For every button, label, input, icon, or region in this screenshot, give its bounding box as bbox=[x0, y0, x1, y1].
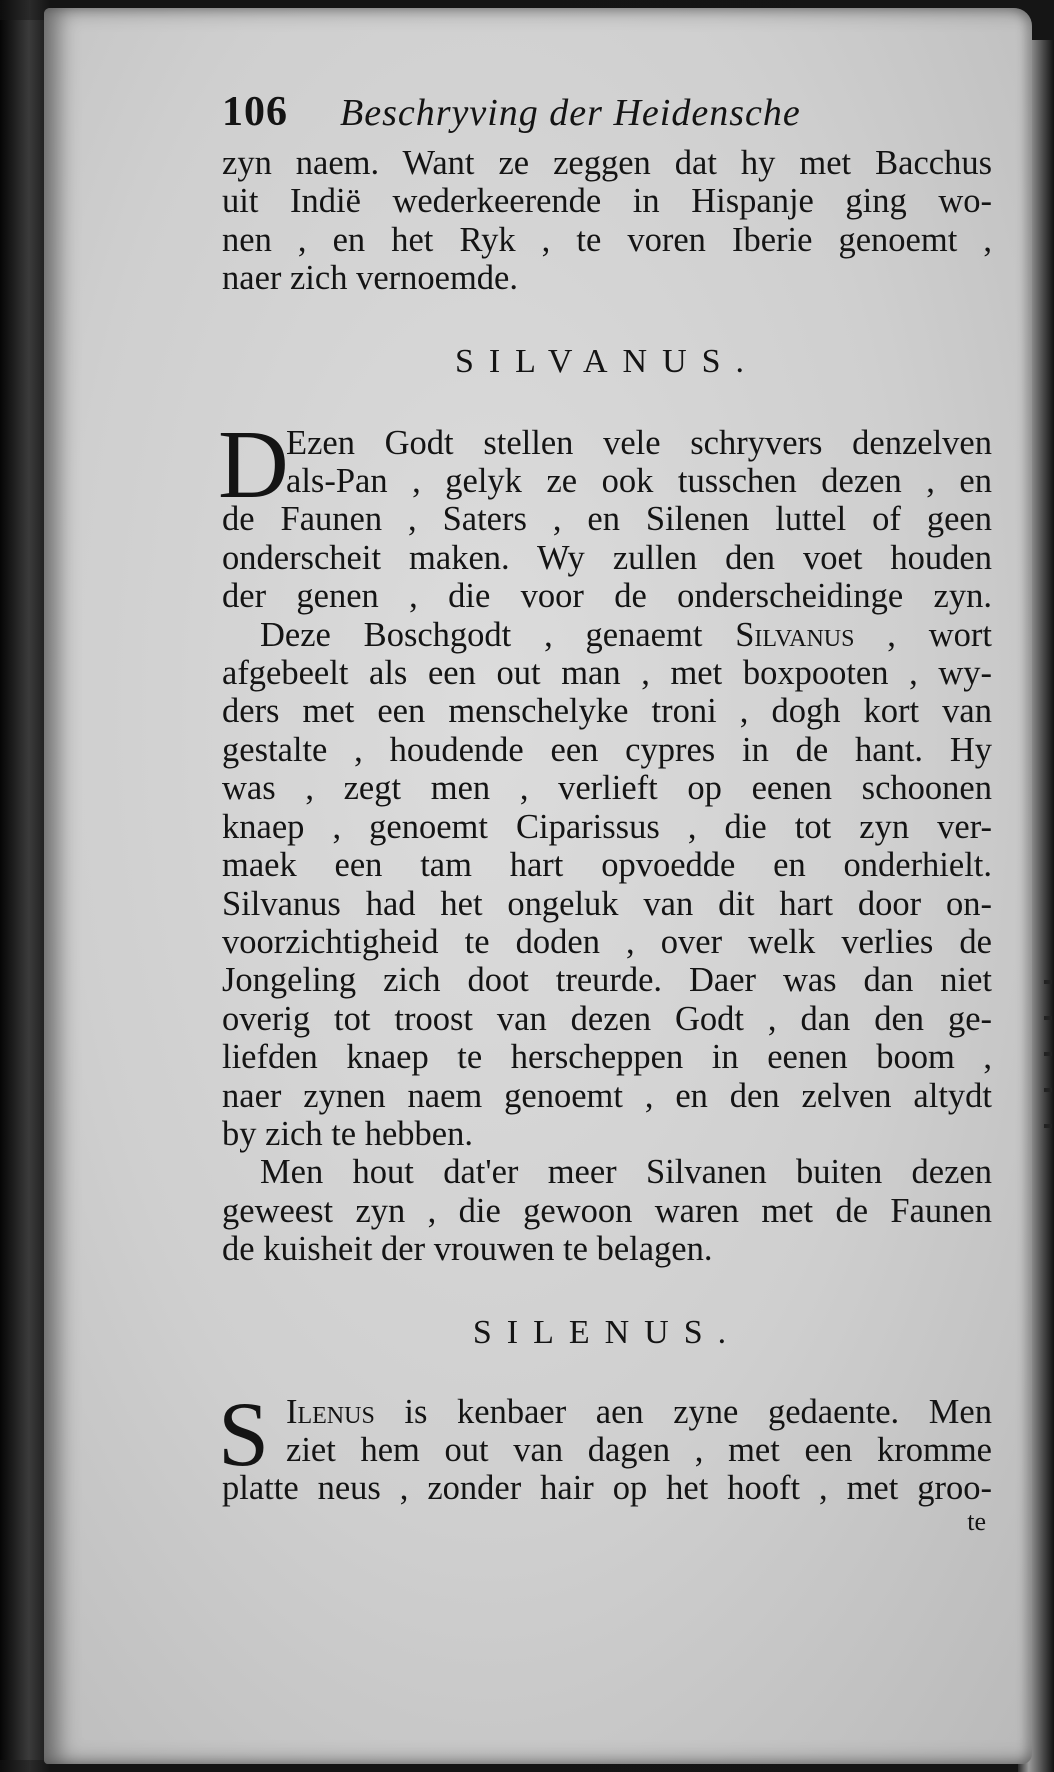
text-line: Men hout dat'er meer Silvanen buiten dezen bbox=[260, 1153, 992, 1192]
drop-cap-d: D bbox=[218, 410, 289, 519]
text-line: maek een tam hart opvoedde en onderhielt. bbox=[222, 846, 992, 885]
text-line: der genen , die voor de onderscheidinge zyn. bbox=[222, 577, 992, 616]
text-line: ders met een menschelyke troni , dogh kort van bbox=[222, 692, 992, 731]
text-line: Ezen Godt stellen vele schryvers denzelven bbox=[286, 423, 992, 462]
text-line bbox=[222, 616, 992, 654]
running-head: Beschryving der Heidensche bbox=[340, 92, 801, 134]
drop-cap-s: S bbox=[218, 1382, 270, 1485]
text-run: Deze Boschgodt , genaemt bbox=[260, 615, 736, 654]
text-line: Jongeling zich doot treurde. Daer was dan niet bbox=[222, 961, 992, 1000]
text-line: onderscheit maken. Wy zullen den voet houden bbox=[222, 538, 992, 577]
section-title-silenus: SILENUS. bbox=[472, 1313, 742, 1351]
text-line: naer zich vernoemde. bbox=[222, 259, 518, 298]
text-line: gestalte , houdende een cypres in de hant. Hy bbox=[222, 730, 992, 769]
silvanus-paragraph-2 bbox=[222, 616, 992, 1154]
page-number: 106 bbox=[222, 89, 288, 135]
text-line: de kuisheit der vrouwen te belagen. bbox=[222, 1230, 713, 1269]
name-silvanus: Silvanus bbox=[735, 615, 855, 654]
text-line: liefden knaep te herscheppen in eenen boom , bbox=[222, 1038, 992, 1077]
text-line: knaep , genoemt Ciparissus , die tot zyn ver- bbox=[222, 807, 992, 846]
silvanus-paragraph-1 bbox=[218, 410, 992, 616]
text-line: geweest zyn , die gewoon waren met de Faunen bbox=[222, 1191, 992, 1230]
text-line: uit Indië wederkeerende in Hispanje ging wo- bbox=[222, 182, 992, 221]
page-content bbox=[218, 88, 992, 1536]
text-line: Silvanus had het ongeluk van dit hart door on- bbox=[222, 884, 992, 923]
page-header bbox=[222, 88, 992, 144]
text-line: de Faunen , Saters , en Silenen luttel of geen bbox=[222, 500, 992, 539]
text-run: , wort bbox=[854, 615, 992, 654]
silenus-paragraph-1 bbox=[218, 1382, 992, 1508]
name-silenus: Ilenus bbox=[286, 1392, 375, 1431]
text-line: ziet hem out van dagen , met een kromme bbox=[286, 1430, 992, 1469]
text-line: platte neus , zonder hair op het hooft , met groo- bbox=[222, 1469, 992, 1508]
intro-paragraph bbox=[222, 144, 992, 298]
section-title-silvanus: SILVANUS. bbox=[454, 342, 760, 380]
book-spine-edge bbox=[0, 20, 48, 1760]
text-line: voorzichtigheid te doden , over welk verlies de bbox=[222, 922, 992, 961]
text-line: naer zynen naem genoemt , en den zelven altydt bbox=[222, 1076, 992, 1115]
text-line: overig tot troost van dezen Godt , dan den ge- bbox=[222, 999, 992, 1038]
text-line: afgebeelt als een out man , met boxpooten , wy- bbox=[222, 654, 992, 693]
text-line: by zich te hebben. bbox=[222, 1114, 473, 1153]
text-line: zyn naem. Want ze zeggen dat hy met Bacchus bbox=[222, 144, 992, 182]
silvanus-paragraph-3 bbox=[222, 1153, 992, 1268]
text-line: nen , en het Ryk , te voren Iberie genoemt , bbox=[222, 220, 992, 259]
text-line: was , zegt men , verlieft op eenen schoonen bbox=[222, 769, 992, 808]
facing-page-marks bbox=[1044, 980, 1052, 1160]
text-line bbox=[222, 1393, 992, 1431]
text-line: als-Pan , gelyk ze ook tusschen dezen , en bbox=[286, 462, 992, 501]
text-run: is kenbaer aen zyne gedaente. Men bbox=[374, 1392, 992, 1431]
catchword: te bbox=[967, 1506, 986, 1536]
